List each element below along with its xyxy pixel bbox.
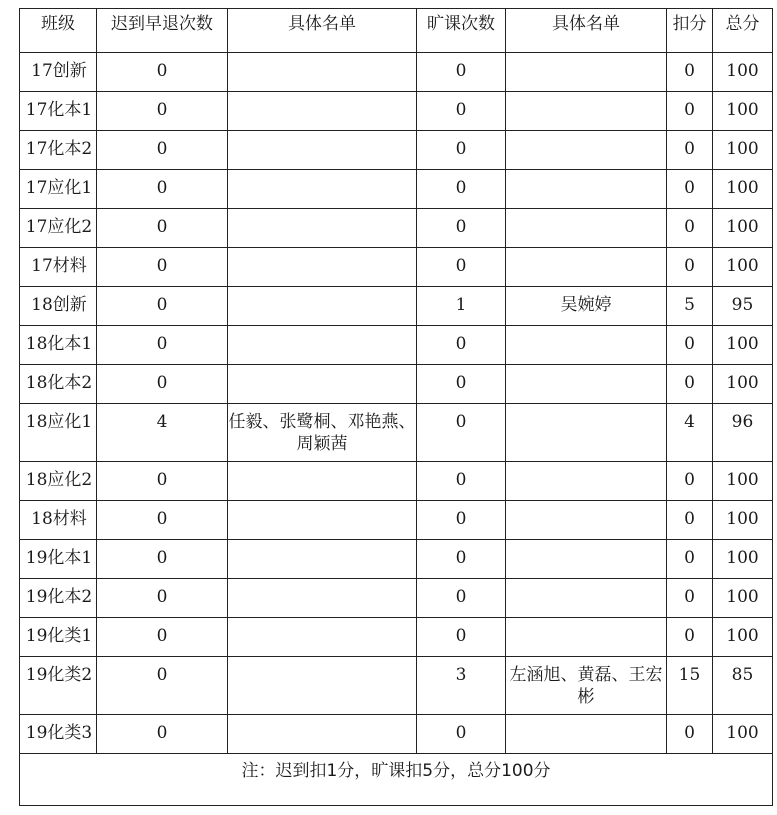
cell-deduction: 0	[667, 579, 713, 618]
cell-late-names	[228, 92, 417, 131]
cell-deduction: 0	[667, 540, 713, 579]
cell-class: 17化本1	[20, 92, 97, 131]
cell-class: 18化本1	[20, 326, 97, 365]
cell-absent-count: 0	[417, 365, 506, 404]
cell-class: 19化类3	[20, 715, 97, 754]
cell-late-names	[228, 326, 417, 365]
cell-late-count: 0	[97, 326, 228, 365]
cell-absent-count: 0	[417, 326, 506, 365]
cell-late-count: 0	[97, 715, 228, 754]
cell-total: 100	[713, 326, 773, 365]
header-absent-count: 旷课次数	[417, 9, 506, 53]
table-row	[20, 540, 773, 579]
header-total: 总分	[713, 9, 773, 53]
cell-total: 100	[713, 540, 773, 579]
table-row	[20, 404, 773, 462]
cell-absent-names	[506, 365, 667, 404]
cell-absent-names	[506, 326, 667, 365]
header-late-names: 具体名单	[228, 9, 417, 53]
cell-late-count: 0	[97, 365, 228, 404]
cell-total: 95	[713, 287, 773, 326]
cell-total: 100	[713, 92, 773, 131]
cell-absent-names	[506, 248, 667, 287]
cell-late-count: 0	[97, 209, 228, 248]
cell-class: 19化本1	[20, 540, 97, 579]
table-row	[20, 462, 773, 501]
cell-class: 17应化1	[20, 170, 97, 209]
note-text: 注：迟到扣1分，旷课扣5分，总分100分	[20, 754, 773, 806]
cell-class: 17化本2	[20, 131, 97, 170]
cell-total: 100	[713, 501, 773, 540]
cell-late-count: 0	[97, 501, 228, 540]
cell-absent-names	[506, 170, 667, 209]
cell-class: 18化本2	[20, 365, 97, 404]
cell-absent-names	[506, 92, 667, 131]
cell-absent-count: 0	[417, 170, 506, 209]
cell-total: 100	[713, 209, 773, 248]
cell-late-names	[228, 579, 417, 618]
cell-absent-count: 0	[417, 131, 506, 170]
cell-deduction: 0	[667, 131, 713, 170]
cell-absent-names	[506, 131, 667, 170]
cell-total: 100	[713, 579, 773, 618]
table-row	[20, 209, 773, 248]
cell-deduction: 0	[667, 209, 713, 248]
cell-total: 100	[713, 53, 773, 92]
header-row	[20, 9, 773, 53]
cell-deduction: 0	[667, 618, 713, 657]
cell-absent-count: 0	[417, 209, 506, 248]
cell-late-names	[228, 209, 417, 248]
cell-late-count: 0	[97, 618, 228, 657]
cell-class: 17应化2	[20, 209, 97, 248]
cell-absent-names: 左涵旭、黄磊、王宏彬	[506, 657, 667, 715]
cell-deduction: 0	[667, 462, 713, 501]
cell-total: 100	[713, 462, 773, 501]
cell-late-count: 0	[97, 657, 228, 715]
cell-late-count: 0	[97, 92, 228, 131]
cell-total: 100	[713, 170, 773, 209]
cell-deduction: 0	[667, 92, 713, 131]
cell-deduction: 0	[667, 170, 713, 209]
cell-absent-names	[506, 579, 667, 618]
table-row	[20, 365, 773, 404]
cell-class: 18应化1	[20, 404, 97, 462]
cell-class: 19化本2	[20, 579, 97, 618]
cell-deduction: 0	[667, 326, 713, 365]
cell-late-count: 4	[97, 404, 228, 462]
table-row	[20, 92, 773, 131]
cell-class: 17材料	[20, 248, 97, 287]
cell-deduction: 15	[667, 657, 713, 715]
note-row	[20, 754, 773, 806]
cell-late-count: 0	[97, 462, 228, 501]
cell-class: 17创新	[20, 53, 97, 92]
cell-total: 100	[713, 365, 773, 404]
table-row	[20, 287, 773, 326]
cell-absent-names	[506, 404, 667, 462]
cell-absent-count: 0	[417, 501, 506, 540]
cell-total: 100	[713, 131, 773, 170]
cell-late-names	[228, 287, 417, 326]
cell-absent-count: 0	[417, 404, 506, 462]
cell-late-names	[228, 501, 417, 540]
cell-absent-names	[506, 540, 667, 579]
cell-deduction: 4	[667, 404, 713, 462]
table-row	[20, 131, 773, 170]
cell-late-names	[228, 540, 417, 579]
table-row	[20, 501, 773, 540]
cell-deduction: 0	[667, 715, 713, 754]
cell-absent-count: 1	[417, 287, 506, 326]
header-deduction: 扣分	[667, 9, 713, 53]
table-row	[20, 248, 773, 287]
cell-late-names	[228, 462, 417, 501]
cell-late-names	[228, 131, 417, 170]
header-late-count: 迟到早退次数	[97, 9, 228, 53]
cell-deduction: 0	[667, 501, 713, 540]
cell-total: 100	[713, 248, 773, 287]
cell-late-names: 任毅、张鹭桐、邓艳燕、周颖茜	[228, 404, 417, 462]
cell-absent-count: 3	[417, 657, 506, 715]
cell-deduction: 0	[667, 248, 713, 287]
table-row	[20, 715, 773, 754]
cell-late-count: 0	[97, 53, 228, 92]
cell-absent-count: 0	[417, 53, 506, 92]
cell-total: 100	[713, 715, 773, 754]
cell-late-names	[228, 365, 417, 404]
table-row	[20, 579, 773, 618]
cell-absent-names	[506, 501, 667, 540]
table-row	[20, 326, 773, 365]
cell-class: 19化类2	[20, 657, 97, 715]
cell-total: 85	[713, 657, 773, 715]
cell-absent-names	[506, 462, 667, 501]
cell-late-names	[228, 657, 417, 715]
table-row	[20, 170, 773, 209]
cell-deduction: 0	[667, 53, 713, 92]
cell-total: 100	[713, 618, 773, 657]
cell-late-names	[228, 248, 417, 287]
cell-late-count: 0	[97, 170, 228, 209]
cell-class: 19化类1	[20, 618, 97, 657]
cell-absent-names	[506, 618, 667, 657]
cell-late-names	[228, 53, 417, 92]
cell-absent-names	[506, 209, 667, 248]
cell-absent-count: 0	[417, 618, 506, 657]
cell-deduction: 5	[667, 287, 713, 326]
cell-total: 96	[713, 404, 773, 462]
header-absent-names: 具体名单	[506, 9, 667, 53]
cell-late-names	[228, 618, 417, 657]
cell-late-names	[228, 170, 417, 209]
cell-absent-names: 吴婉婷	[506, 287, 667, 326]
cell-absent-names	[506, 715, 667, 754]
cell-late-count: 0	[97, 579, 228, 618]
cell-absent-count: 0	[417, 540, 506, 579]
attendance-table	[19, 8, 773, 806]
cell-absent-count: 0	[417, 248, 506, 287]
cell-absent-count: 0	[417, 715, 506, 754]
cell-class: 18应化2	[20, 462, 97, 501]
table-row	[20, 618, 773, 657]
cell-late-count: 0	[97, 131, 228, 170]
cell-deduction: 0	[667, 365, 713, 404]
cell-class: 18创新	[20, 287, 97, 326]
table-row	[20, 53, 773, 92]
cell-absent-names	[506, 53, 667, 92]
cell-late-names	[228, 715, 417, 754]
cell-late-count: 0	[97, 248, 228, 287]
cell-late-count: 0	[97, 287, 228, 326]
cell-absent-count: 0	[417, 92, 506, 131]
cell-absent-count: 0	[417, 579, 506, 618]
header-class: 班级	[20, 9, 97, 53]
cell-late-count: 0	[97, 540, 228, 579]
table-row	[20, 657, 773, 715]
cell-class: 18材料	[20, 501, 97, 540]
cell-absent-count: 0	[417, 462, 506, 501]
